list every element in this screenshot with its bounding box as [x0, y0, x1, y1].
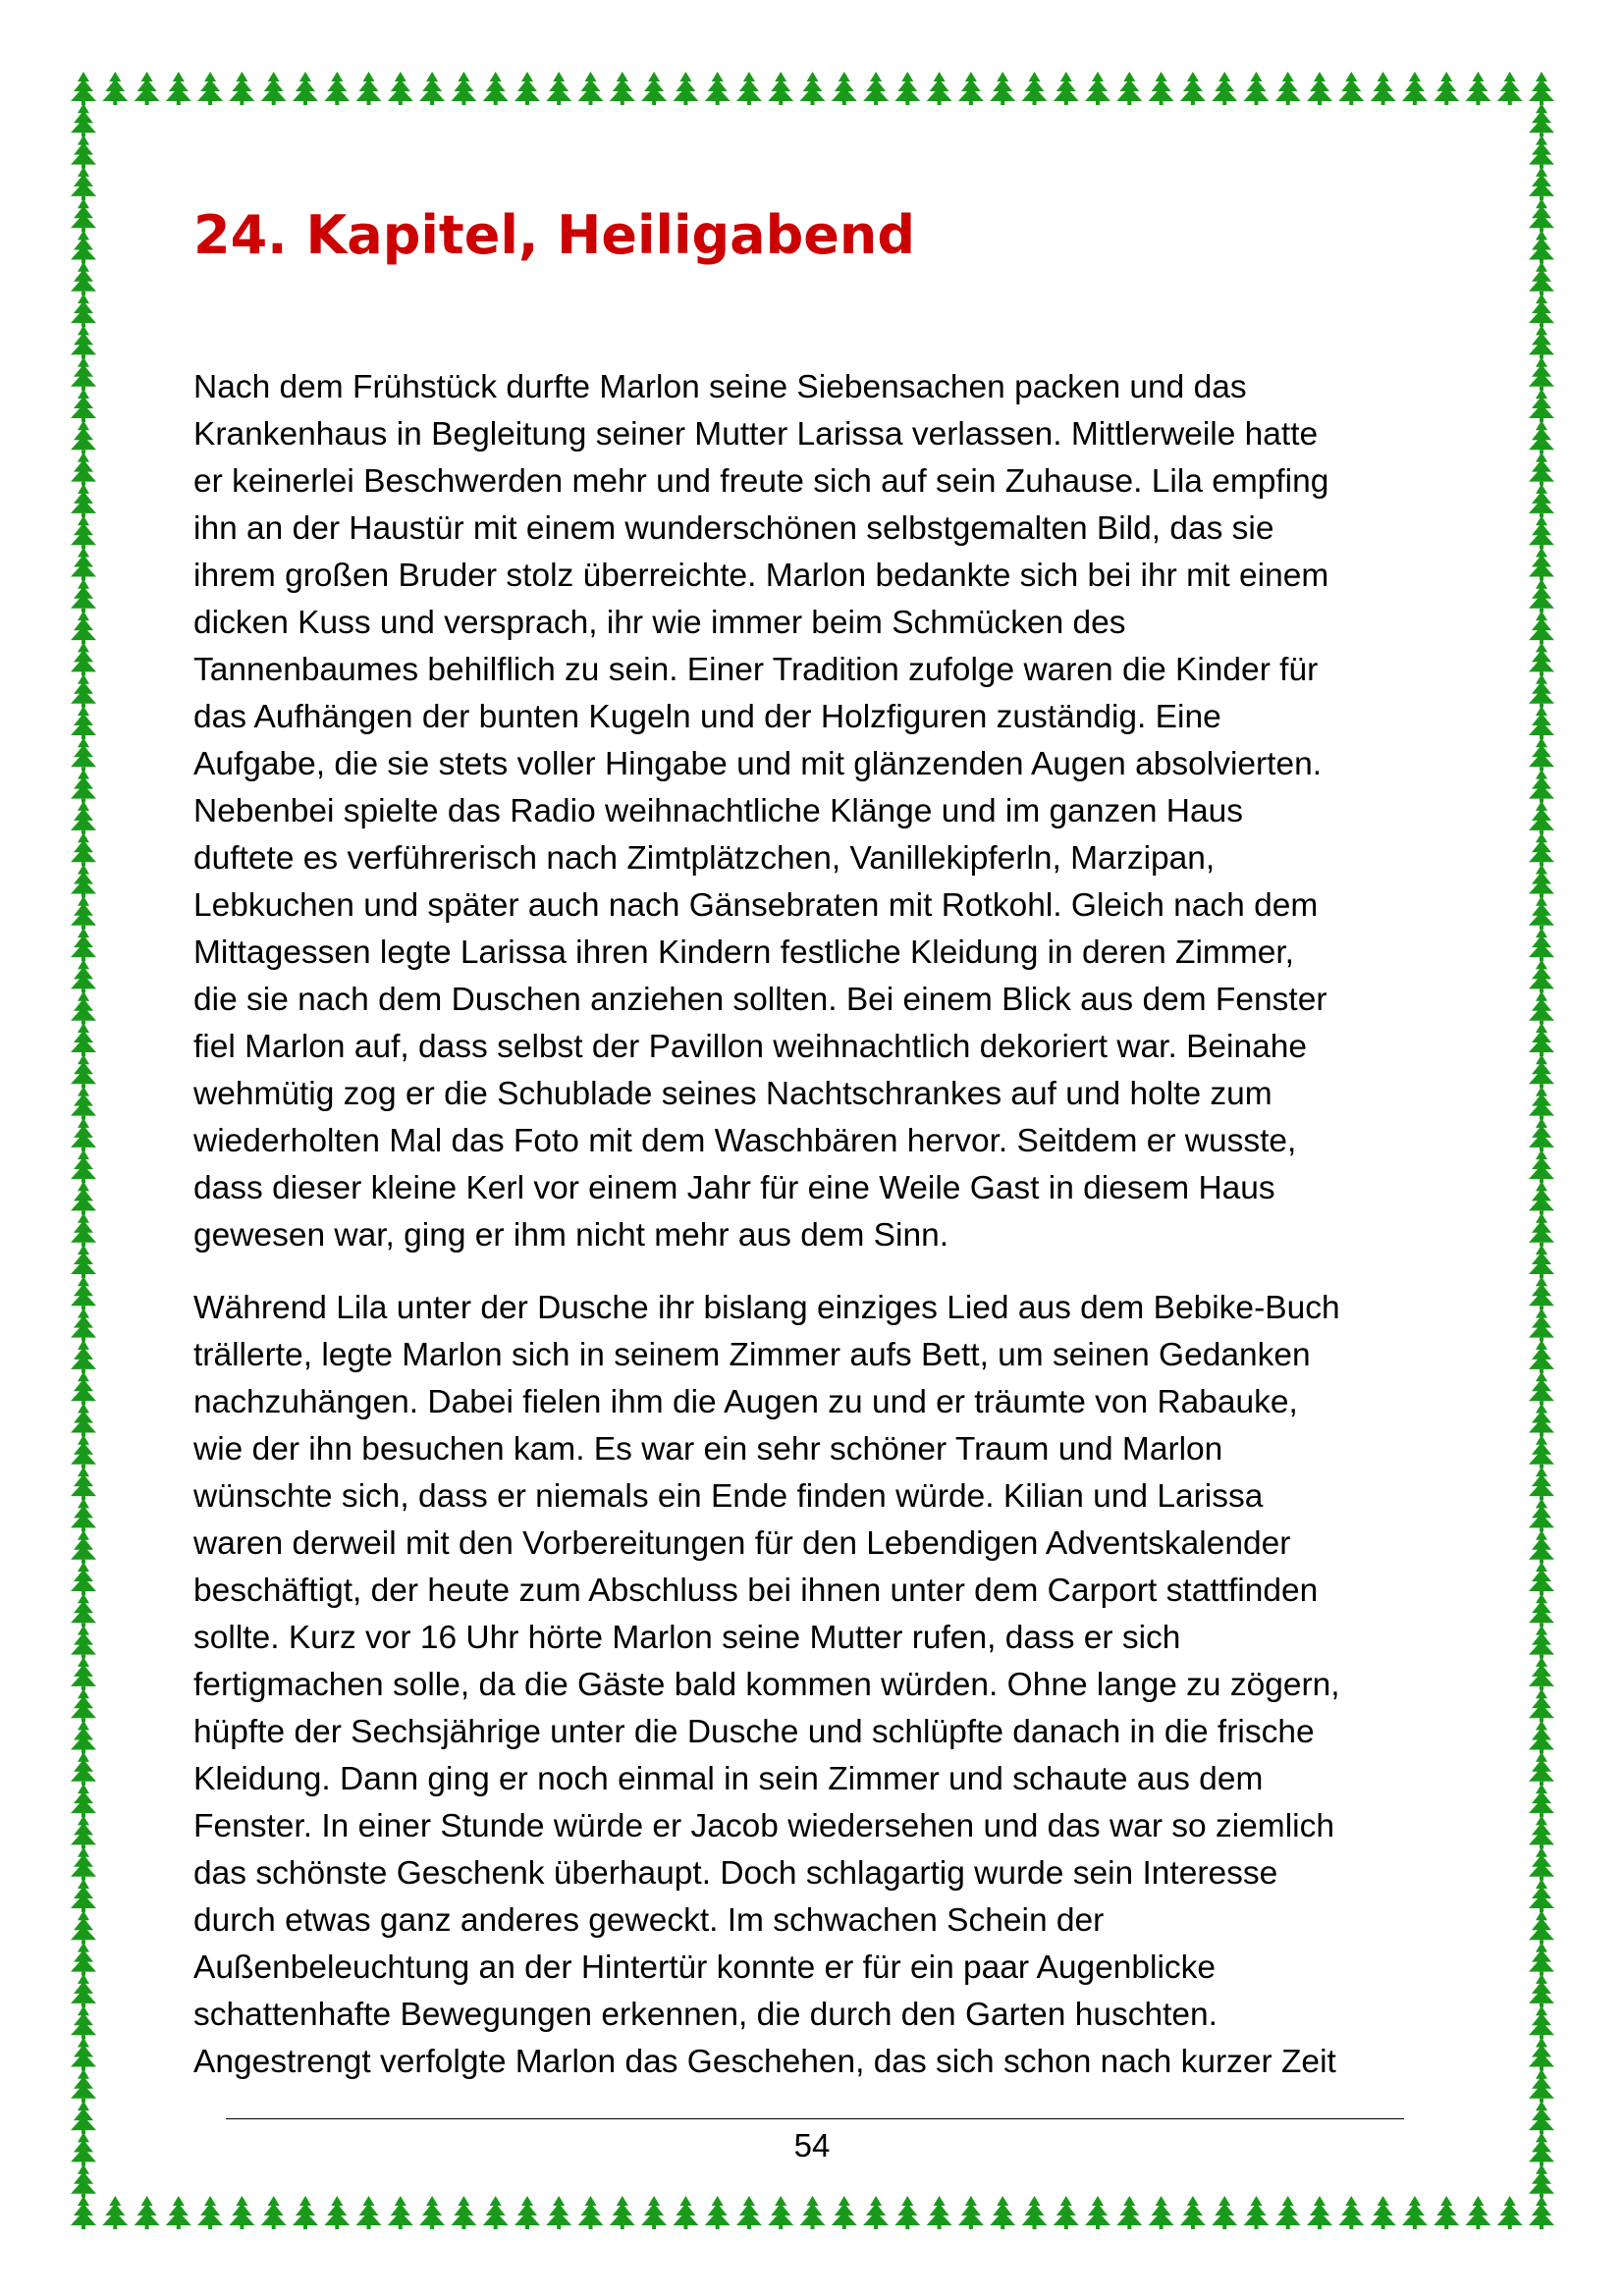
christmas-tree-icon [1529, 2038, 1554, 2071]
christmas-tree-icon [71, 1498, 96, 1531]
christmas-tree-icon [71, 1245, 96, 1278]
christmas-tree-icon [514, 72, 540, 105]
christmas-tree-icon [1529, 1340, 1554, 1373]
christmas-tree-icon [1529, 1245, 1554, 1278]
christmas-tree-icon [1529, 928, 1554, 961]
christmas-tree-icon [71, 1118, 96, 1151]
text-line: beschäftigt, der heute zum Abschluss bei ihnen unter dem Carport stattfinden [193, 1573, 1319, 1609]
christmas-tree-icon [419, 2196, 445, 2229]
christmas-tree-icon [768, 72, 793, 105]
christmas-tree-icon [1212, 72, 1237, 105]
christmas-tree-icon [71, 453, 96, 486]
text-line: wie der ihn besuchen kam. Es war ein sehr schöner Traum und Marlon [193, 1431, 1223, 1468]
christmas-tree-icon [1529, 294, 1554, 327]
christmas-tree-icon [71, 1181, 96, 1214]
christmas-tree-icon [1022, 72, 1048, 105]
christmas-tree-icon [71, 1847, 96, 1881]
christmas-tree-icon [578, 72, 604, 105]
christmas-tree-icon [641, 2196, 667, 2229]
christmas-tree-icon [71, 1784, 96, 1817]
christmas-tree-icon [1402, 72, 1428, 105]
christmas-tree-icon [1529, 801, 1554, 834]
christmas-tree-icon [894, 72, 920, 105]
christmas-tree-icon [1275, 2196, 1301, 2229]
christmas-tree-icon [71, 1149, 96, 1183]
christmas-tree-icon [419, 72, 445, 105]
christmas-tree-icon [863, 72, 889, 105]
text-line: wünschte sich, dass er niemals ein Ende finden würde. Kilian und Larissa [193, 1478, 1264, 1515]
christmas-tree-icon [388, 72, 413, 105]
christmas-tree-icon [293, 72, 318, 105]
christmas-tree-icon [71, 2069, 96, 2103]
christmas-tree-icon [71, 1404, 96, 1437]
christmas-tree-icon [1529, 1149, 1554, 1183]
text-line: ihn an der Haustür mit einem wunderschönen selbstgemalten Bild, das sie [193, 510, 1274, 547]
text-line: er keinerlei Beschwerden mehr und freute sich auf sein Zuhause. Lila empfing [193, 463, 1329, 500]
christmas-tree-icon [135, 72, 160, 105]
christmas-tree-icon [71, 1467, 96, 1500]
christmas-tree-icon [71, 1943, 96, 1976]
christmas-tree-icon [71, 420, 96, 454]
christmas-tree-icon [71, 357, 96, 391]
christmas-tree-icon [71, 611, 96, 644]
christmas-tree-icon [1529, 865, 1554, 898]
christmas-tree-icon [71, 1688, 96, 1722]
christmas-tree-icon [1529, 1404, 1554, 1437]
christmas-tree-icon [1529, 642, 1554, 675]
text-line: ihrem großen Bruder stolz überreichte. Marlon bedankte sich bei ihr mit einem [193, 558, 1329, 594]
christmas-tree-icon [71, 515, 96, 549]
christmas-tree-icon [1465, 72, 1490, 105]
christmas-tree-icon [1529, 1721, 1554, 1754]
christmas-tree-icon [1307, 2196, 1332, 2229]
christmas-tree-icon [1529, 611, 1554, 644]
christmas-tree-icon [293, 2196, 318, 2229]
text-line: Lebkuchen und später auch nach Gänsebraten mit Rotkohl. Gleich nach dem [193, 887, 1319, 924]
christmas-tree-icon [1529, 262, 1554, 295]
christmas-tree-icon [927, 2196, 952, 2229]
christmas-tree-icon [71, 1562, 96, 1595]
christmas-tree-icon [1529, 1530, 1554, 1564]
text-line: trällerte, legte Marlon sich in seinem Zimmer aufs Bett, um seinen Gedanken [193, 1337, 1311, 1373]
christmas-tree-icon [1529, 135, 1554, 169]
christmas-tree-icon [71, 1023, 96, 1056]
christmas-tree-icon [1054, 2196, 1079, 2229]
christmas-tree-icon [990, 2196, 1015, 2229]
christmas-tree-icon [1465, 2196, 1490, 2229]
christmas-tree-icon [1529, 579, 1554, 613]
christmas-tree-icon [197, 72, 223, 105]
christmas-tree-icon [1371, 72, 1396, 105]
christmas-tree-icon [705, 72, 731, 105]
christmas-tree-icon [71, 1752, 96, 1786]
christmas-tree-icon [1529, 770, 1554, 803]
christmas-tree-icon [1529, 737, 1554, 771]
christmas-tree-icon [1529, 1879, 1554, 1912]
text-line: duftete es verführerisch nach Zimtplätzchen, Vanillekipferln, Marzipan, [193, 840, 1216, 877]
christmas-tree-icon [451, 72, 476, 105]
text-line: Tannenbaumes behilflich zu sein. Einer Tradition zufolge waren die Kinder für [193, 652, 1319, 688]
christmas-tree-icon [1529, 103, 1554, 136]
christmas-tree-icon [483, 72, 509, 105]
christmas-tree-icon [1149, 72, 1174, 105]
christmas-tree-icon [1497, 2196, 1523, 2229]
christmas-tree-icon [356, 72, 382, 105]
christmas-tree-icon [610, 2196, 635, 2229]
christmas-tree-icon [388, 2196, 413, 2229]
christmas-tree-icon [1434, 72, 1459, 105]
christmas-tree-icon [1529, 1023, 1554, 1056]
text-line: Angestrengt verfolgte Marlon das Geschehen, das sich schon nach kurzer Zeit [193, 2044, 1336, 2080]
christmas-tree-icon [71, 1657, 96, 1690]
christmas-tree-icon [1180, 2196, 1206, 2229]
christmas-tree-icon [1116, 72, 1142, 105]
christmas-tree-icon [1434, 2196, 1459, 2229]
christmas-tree-icon [1529, 1562, 1554, 1595]
christmas-tree-icon [71, 484, 96, 517]
christmas-tree-icon [1529, 1974, 1554, 2007]
christmas-tree-icon [135, 2196, 160, 2229]
text-line: Krankenhaus in Begleitung seiner Mutter Larissa verlassen. Mittlerweile hatte [193, 416, 1319, 453]
christmas-tree-icon [1529, 1815, 1554, 1848]
christmas-tree-icon [1529, 706, 1554, 739]
christmas-tree-icon [71, 706, 96, 739]
christmas-tree-icon [102, 2196, 128, 2229]
christmas-tree-icon [1529, 1847, 1554, 1881]
text-line: Nach dem Frühstück durfte Marlon seine Siebensachen packen und das [193, 369, 1247, 405]
christmas-tree-icon [546, 72, 571, 105]
christmas-tree-icon [990, 72, 1015, 105]
christmas-tree-icon [71, 1308, 96, 1342]
christmas-tree-icon [546, 2196, 571, 2229]
christmas-tree-icon [1116, 2196, 1142, 2229]
text-line: Kleidung. Dann ging er noch einmal in sein Zimmer und schaute aus dem [193, 1761, 1264, 1797]
text-line: Aufgabe, die sie stets voller Hingabe und mit glänzenden Augen absolvierten. [193, 746, 1323, 782]
paragraph [193, 364, 1470, 1259]
christmas-tree-icon [1307, 72, 1332, 105]
christmas-tree-icon [1529, 325, 1554, 358]
christmas-tree-icon [71, 325, 96, 358]
christmas-tree-icon [483, 2196, 509, 2229]
christmas-tree-icon [71, 1974, 96, 2007]
christmas-tree-icon [71, 801, 96, 834]
christmas-tree-icon [800, 72, 826, 105]
christmas-tree-icon [1497, 72, 1523, 105]
text-line: schattenhafte Bewegungen erkennen, die durch den Garten huschten. [193, 1997, 1218, 2033]
christmas-tree-icon [197, 2196, 223, 2229]
christmas-tree-icon [1529, 1181, 1554, 1214]
christmas-tree-icon [229, 2196, 254, 2229]
christmas-tree-icon [324, 2196, 350, 2229]
christmas-tree-icon [800, 2196, 826, 2229]
christmas-tree-icon [71, 2005, 96, 2039]
christmas-tree-icon [927, 72, 952, 105]
christmas-tree-icon [71, 959, 96, 992]
christmas-tree-icon [71, 2038, 96, 2071]
christmas-tree-icon [958, 72, 984, 105]
christmas-tree-icon [71, 1435, 96, 1468]
christmas-tree-icon [1085, 72, 1110, 105]
christmas-tree-icon [71, 991, 96, 1025]
christmas-tree-icon [102, 72, 128, 105]
christmas-tree-icon [1529, 1054, 1554, 1088]
christmas-tree-icon [71, 72, 96, 105]
text-line: fertigmachen solle, da die Gäste bald kommen würden. Ohne lange zu zögern, [193, 1667, 1340, 1703]
christmas-tree-icon [261, 2196, 287, 2229]
text-line: das Aufhängen der bunten Kugeln und der Holzfiguren zuständig. Eine [193, 699, 1221, 735]
christmas-tree-icon [1529, 991, 1554, 1025]
christmas-tree-icon [894, 2196, 920, 2229]
christmas-tree-icon [1529, 1213, 1554, 1247]
paragraph [193, 1285, 1470, 2086]
christmas-tree-icon [1529, 896, 1554, 930]
christmas-tree-icon [1529, 1657, 1554, 1690]
text-line: das schönste Geschenk überhaupt. Doch schlagartig wurde sein Interesse [193, 1855, 1278, 1892]
christmas-tree-icon [768, 2196, 793, 2229]
christmas-tree-icon [261, 72, 287, 105]
christmas-tree-icon [71, 1910, 96, 1944]
christmas-tree-icon [1529, 1276, 1554, 1309]
christmas-tree-icon [71, 1721, 96, 1754]
christmas-tree-icon [1529, 453, 1554, 486]
christmas-tree-icon [1529, 674, 1554, 708]
christmas-tree-icon [1244, 72, 1270, 105]
text-line: Fenster. In einer Stunde würde er Jacob wiedersehen und das war so ziemlich [193, 1808, 1334, 1844]
text-line: wehmütig zog er die Schublade seines Nachtschrankes auf und holte zum [193, 1076, 1272, 1112]
christmas-tree-icon [514, 2196, 540, 2229]
christmas-tree-icon [71, 135, 96, 169]
christmas-tree-icon [451, 2196, 476, 2229]
christmas-tree-icon [1529, 1435, 1554, 1468]
christmas-tree-icon [1149, 2196, 1174, 2229]
christmas-tree-icon [71, 642, 96, 675]
christmas-tree-icon [71, 865, 96, 898]
text-line: dass dieser kleine Kerl vor einem Jahr für eine Weile Gast in diesem Haus [193, 1170, 1275, 1206]
christmas-tree-icon [1180, 72, 1206, 105]
christmas-tree-icon [71, 1530, 96, 1564]
christmas-tree-icon [1338, 2196, 1364, 2229]
christmas-tree-icon [1085, 2196, 1110, 2229]
christmas-tree-icon [71, 674, 96, 708]
christmas-tree-icon [1054, 72, 1079, 105]
christmas-tree-icon [71, 294, 96, 327]
christmas-tree-icon [1529, 167, 1554, 200]
christmas-tree-icon [736, 2196, 762, 2229]
christmas-tree-icon [71, 1626, 96, 1659]
text-line: sollte. Kurz vor 16 Uhr hörte Marlon seine Mutter rufen, dass er sich [193, 1620, 1181, 1656]
christmas-tree-icon [166, 2196, 191, 2229]
christmas-tree-icon [1529, 2069, 1554, 2103]
text-line: nachzuhängen. Dabei fielen ihm die Augen zu und er träumte von Rabauke, [193, 1384, 1298, 1420]
christmas-tree-icon [1529, 484, 1554, 517]
christmas-tree-icon [610, 72, 635, 105]
christmas-tree-icon [71, 167, 96, 200]
christmas-tree-icon [71, 1087, 96, 1120]
christmas-tree-icon [71, 2196, 96, 2229]
christmas-tree-icon [641, 72, 667, 105]
christmas-tree-icon [71, 231, 96, 264]
christmas-tree-icon [71, 832, 96, 866]
christmas-tree-icon [71, 198, 96, 232]
christmas-tree-icon [1275, 72, 1301, 105]
chapter-body [193, 364, 1470, 2086]
christmas-tree-icon [1529, 1593, 1554, 1627]
chapter-title: 24. Kapitel, Heiligabend [193, 204, 915, 266]
text-line: Außenbeleuchtung an der Hintertür konnte er für ein paar Augenblicke [193, 1949, 1217, 1986]
christmas-tree-icon [1529, 198, 1554, 232]
christmas-tree-icon [71, 1371, 96, 1405]
christmas-tree-icon [1529, 515, 1554, 549]
christmas-tree-icon [673, 72, 698, 105]
text-line: Während Lila unter der Dusche ihr bislang einziges Lied aus dem Bebike-Buch [193, 1290, 1340, 1326]
christmas-tree-icon [71, 896, 96, 930]
christmas-tree-icon [1529, 1087, 1554, 1120]
text-line: fiel Marlon auf, dass selbst der Pavillon weihnachtlich dekoriert war. Beinahe [193, 1029, 1308, 1065]
christmas-tree-icon [736, 72, 762, 105]
christmas-tree-icon [1529, 357, 1554, 391]
christmas-tree-icon [1529, 1118, 1554, 1151]
christmas-tree-icon [1529, 389, 1554, 422]
text-line: wiederholten Mal das Foto mit dem Waschbären hervor. Seitdem er wusste, [193, 1123, 1297, 1159]
christmas-tree-icon [1529, 1371, 1554, 1405]
christmas-tree-icon [863, 2196, 889, 2229]
christmas-tree-icon [578, 2196, 604, 2229]
footer-divider [226, 2118, 1404, 2119]
text-line: hüpfte der Sechsjährige unter die Dusche und schlüpfte danach in die frische [193, 1714, 1315, 1750]
christmas-tree-icon [1529, 1752, 1554, 1786]
christmas-tree-icon [958, 2196, 984, 2229]
christmas-tree-icon [229, 72, 254, 105]
christmas-tree-icon [1529, 1784, 1554, 1817]
christmas-tree-icon [1212, 2196, 1237, 2229]
christmas-tree-icon [71, 1276, 96, 1309]
christmas-tree-icon [1529, 1626, 1554, 1659]
text-line: dicken Kuss und versprach, ihr wie immer beim Schmücken des [193, 605, 1126, 641]
christmas-tree-icon [673, 2196, 698, 2229]
christmas-tree-icon [71, 1054, 96, 1088]
christmas-tree-icon [71, 737, 96, 771]
christmas-tree-icon [1529, 1308, 1554, 1342]
christmas-tree-icon [1371, 2196, 1396, 2229]
text-line: Nebenbei spielte das Radio weihnachtliche Klänge und im ganzen Haus [193, 793, 1243, 829]
christmas-tree-icon [356, 2196, 382, 2229]
text-line: durch etwas ganz anderes geweckt. Im schwachen Schein der [193, 1902, 1105, 1939]
christmas-tree-icon [1529, 1498, 1554, 1531]
christmas-tree-icon [1529, 2196, 1554, 2229]
christmas-tree-icon [1529, 1467, 1554, 1500]
christmas-tree-icon [71, 103, 96, 136]
text-line: gewesen war, ging er ihm nicht mehr aus dem Sinn. [193, 1217, 949, 1254]
christmas-tree-icon [1529, 231, 1554, 264]
text-line: Mittagessen legte Larissa ihren Kindern festliche Kleidung in deren Zimmer, [193, 934, 1294, 971]
christmas-tree-icon [1529, 2005, 1554, 2039]
text-line: die sie nach dem Duschen anziehen sollten. Bei einem Blick aus dem Fenster [193, 982, 1327, 1018]
christmas-tree-icon [1529, 832, 1554, 866]
christmas-tree-icon [705, 2196, 731, 2229]
christmas-tree-icon [71, 1340, 96, 1373]
christmas-tree-icon [1022, 2196, 1048, 2229]
christmas-tree-icon [832, 72, 857, 105]
christmas-tree-icon [71, 1593, 96, 1627]
christmas-tree-icon [1529, 1910, 1554, 1944]
christmas-tree-icon [71, 579, 96, 613]
christmas-tree-icon [832, 2196, 857, 2229]
christmas-tree-icon [71, 770, 96, 803]
christmas-tree-icon [1529, 548, 1554, 581]
christmas-tree-icon [71, 1213, 96, 1247]
christmas-tree-icon [1529, 959, 1554, 992]
christmas-tree-icon [71, 389, 96, 422]
page-number: 54 [793, 2127, 831, 2163]
christmas-tree-icon [71, 1815, 96, 1848]
christmas-tree-icon [71, 548, 96, 581]
christmas-tree-icon [166, 72, 191, 105]
christmas-tree-icon [1244, 2196, 1270, 2229]
christmas-tree-icon [1529, 1688, 1554, 1722]
christmas-tree-icon [324, 72, 350, 105]
christmas-tree-icon [1402, 2196, 1428, 2229]
christmas-tree-icon [71, 928, 96, 961]
christmas-tree-icon [1529, 1943, 1554, 1976]
christmas-tree-icon [71, 262, 96, 295]
christmas-tree-icon [1529, 72, 1554, 105]
christmas-tree-icon [1529, 420, 1554, 454]
christmas-tree-icon [71, 1879, 96, 1912]
christmas-tree-icon [1338, 72, 1364, 105]
text-line: waren derweil mit den Vorbereitungen für den Lebendigen Adventskalender [193, 1525, 1291, 1562]
